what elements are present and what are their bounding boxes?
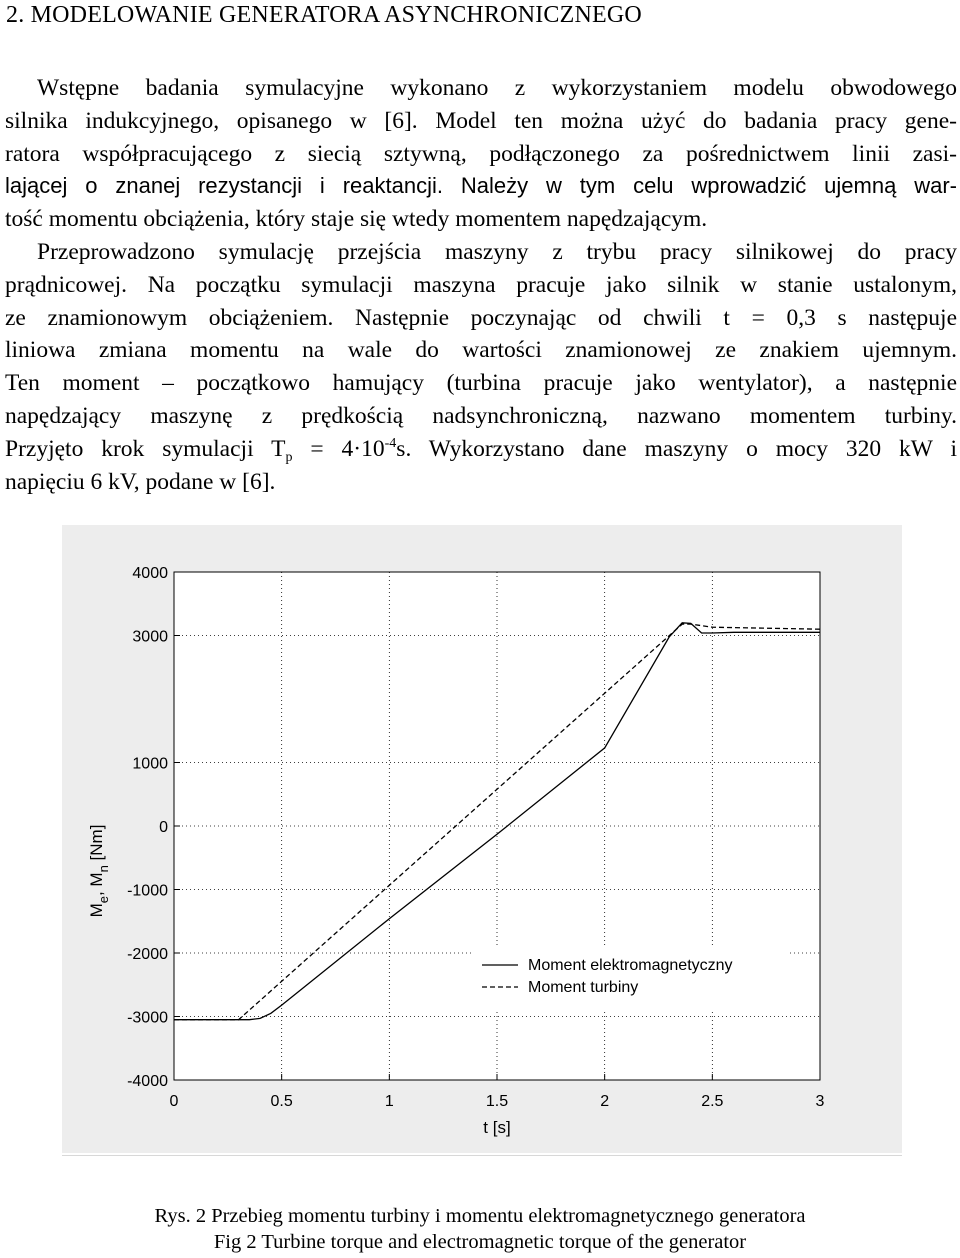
legend-box: [472, 945, 788, 1011]
paragraph-line: ratora współpracującego z siecią sztywną, podłączonego za pośrednictwem linii zasi-: [5, 140, 957, 167]
y-tick-label: 0: [159, 819, 168, 836]
paragraph-line: napędzający maszynę z prędkością nadsynchroniczną, nazwano momentem turbiny.: [5, 402, 957, 429]
paragraph-line: silnika indukcyjnego, opisanego w [6]. Model ten można użyć do badania pracy gene-: [5, 107, 957, 134]
paragraph-line: prądnicowej. Na początku symulacji maszyna pracuje jako silnik w stanie ustalonym,: [5, 271, 957, 298]
figure-caption-en: Fig 2 Turbine torque and electromagnetic torque of the generator: [213, 1231, 747, 1253]
x-tick-label: 1: [384, 1093, 394, 1110]
paragraph-line: Wstępne badania symulacyjne wykonano z wykorzystaniem modelu obwodowego: [37, 75, 957, 101]
x-tick-label: 0.5: [270, 1093, 293, 1110]
x-tick-label: 2: [600, 1093, 610, 1110]
x-axis-label: t [s]: [483, 1118, 511, 1137]
torque-chart: [62, 525, 902, 1153]
x-tick-label: 1.5: [485, 1093, 509, 1110]
figure-caption-pl: Rys. 2 Przebieg momentu turbiny i momentu elektromagnetycznego generatora: [154, 1205, 806, 1227]
paragraph-line: lającej o znanej rezystancji i reaktancji. Należy w tym celu wprowadzić ujemną war-: [5, 173, 957, 199]
paragraph-intro: [5, 72, 957, 236]
figure-chart: [62, 525, 902, 1153]
paragraph-line: ze znamionowym obciążeniem. Następnie poczynając od chwili t = 0,3 s następuje: [5, 304, 957, 331]
paragraph-line: Ten moment – początkowo hamujący (turbina pracuje jako wentylator), a następnie: [5, 370, 957, 397]
paragraph-line: napięciu 6 kV, podane w [6].: [5, 468, 276, 495]
y-tick-label: -2000: [127, 946, 168, 963]
paragraph-line: Przeprowadzono symulację przejścia maszyny z trybu pracy silnikowej do pracy: [37, 239, 957, 265]
x-tick-label: 0: [169, 1093, 179, 1110]
section-heading: 2. MODELOWANIE GENERATORA ASYNCHRONICZNEGO: [6, 2, 642, 28]
y-tick-label: 1000: [132, 755, 168, 773]
figure-separator: [62, 1155, 902, 1156]
x-tick-label: 2.5: [701, 1093, 724, 1110]
y-tick-label: -1000: [127, 882, 168, 900]
paragraph-simulation: [5, 236, 957, 498]
legend-label: Moment elektromagnetyczny: [528, 957, 733, 974]
y-tick-label: 3000: [132, 628, 168, 646]
y-axis-label: $M_e$, $M_n$ [Nm]: [87, 824, 111, 918]
y-tick-label: -4000: [127, 1073, 168, 1090]
paragraph-line: liniowa zmiana momentu na wale do wartości znamionowej ze znakiem ujemnym.: [5, 337, 957, 364]
legend-label: Moment turbiny: [528, 979, 639, 996]
x-tick-label: 3: [815, 1093, 825, 1110]
chart-legend: [472, 945, 788, 1011]
y-tick-label: 4000: [132, 565, 168, 582]
paragraph-line: tość momentu obciążenia, który staje się wtedy momentem napędzającym.: [5, 206, 708, 233]
y-tick-label: -3000: [127, 1009, 168, 1027]
paragraph-line-formula: Przyjęto krok symulacji $T_p = 4\cdot 10^{-4}s$. Wykorzystano dane maszyny o mocy 320 kW i: [5, 435, 957, 465]
